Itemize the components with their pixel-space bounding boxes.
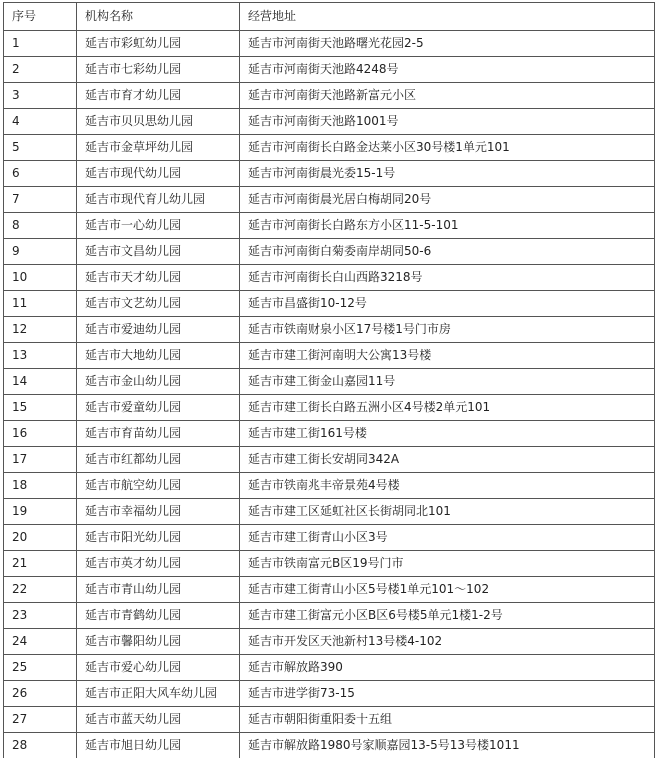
table-row	[4, 499, 655, 525]
cell-number: 23	[4, 603, 77, 629]
cell-number: 4	[4, 109, 77, 135]
cell-name: 延吉市爱童幼儿园	[77, 395, 240, 421]
cell-address: 延吉市建工街长白路五洲小区4号楼2单元101	[240, 395, 655, 421]
cell-number: 27	[4, 707, 77, 733]
table-row	[4, 681, 655, 707]
cell-address: 延吉市朝阳街重阳委十五组	[240, 707, 655, 733]
table-row	[4, 57, 655, 83]
cell-name: 延吉市阳光幼儿园	[77, 525, 240, 551]
cell-address: 延吉市河南街晨光委15-1号	[240, 161, 655, 187]
cell-address: 延吉市建工街富元小区B区6号楼5单元1楼1-2号	[240, 603, 655, 629]
table-row	[4, 577, 655, 603]
cell-number: 22	[4, 577, 77, 603]
cell-address: 延吉市建工街青山小区5号楼1单元101～102	[240, 577, 655, 603]
cell-number: 16	[4, 421, 77, 447]
cell-number: 5	[4, 135, 77, 161]
cell-name: 延吉市育才幼儿园	[77, 83, 240, 109]
cell-number: 13	[4, 343, 77, 369]
cell-number: 19	[4, 499, 77, 525]
cell-number: 11	[4, 291, 77, 317]
table-row	[4, 733, 655, 758]
cell-number: 7	[4, 187, 77, 213]
cell-number: 20	[4, 525, 77, 551]
cell-address: 延吉市河南街长白路东方小区11-5-101	[240, 213, 655, 239]
cell-address: 延吉市铁南财泉小区17号楼1号门市房	[240, 317, 655, 343]
table-row	[4, 525, 655, 551]
cell-number: 21	[4, 551, 77, 577]
cell-number: 8	[4, 213, 77, 239]
cell-address: 延吉市铁南兆丰帝景苑4号楼	[240, 473, 655, 499]
cell-name: 延吉市幸福幼儿园	[77, 499, 240, 525]
table-row	[4, 655, 655, 681]
table-row	[4, 343, 655, 369]
cell-number: 10	[4, 265, 77, 291]
cell-address: 延吉市建工区延虹社区长街胡同北101	[240, 499, 655, 525]
header-row	[4, 3, 655, 31]
cell-number: 17	[4, 447, 77, 473]
table-row	[4, 369, 655, 395]
cell-name: 延吉市金山幼儿园	[77, 369, 240, 395]
cell-address: 延吉市建工街金山嘉园11号	[240, 369, 655, 395]
cell-name: 延吉市现代幼儿园	[77, 161, 240, 187]
cell-name: 延吉市爱迪幼儿园	[77, 317, 240, 343]
cell-address: 延吉市建工街161号楼	[240, 421, 655, 447]
table-row	[4, 291, 655, 317]
cell-name: 延吉市天才幼儿园	[77, 265, 240, 291]
cell-number: 1	[4, 31, 77, 57]
table-row	[4, 31, 655, 57]
cell-name: 延吉市现代育儿幼儿园	[77, 187, 240, 213]
table-row	[4, 447, 655, 473]
cell-address: 延吉市河南街天池路4248号	[240, 57, 655, 83]
header-number: 序号	[4, 3, 77, 31]
table-row	[4, 109, 655, 135]
cell-name: 延吉市育苗幼儿园	[77, 421, 240, 447]
table-row	[4, 473, 655, 499]
cell-name: 延吉市金草坪幼儿园	[77, 135, 240, 161]
cell-number: 9	[4, 239, 77, 265]
cell-name: 延吉市爱心幼儿园	[77, 655, 240, 681]
cell-address: 延吉市解放路390	[240, 655, 655, 681]
cell-number: 12	[4, 317, 77, 343]
table-row	[4, 265, 655, 291]
cell-name: 延吉市英才幼儿园	[77, 551, 240, 577]
table-row	[4, 161, 655, 187]
cell-number: 14	[4, 369, 77, 395]
header-address: 经营地址	[240, 3, 655, 31]
cell-address: 延吉市建工街长安胡同342A	[240, 447, 655, 473]
kindergarten-table	[3, 2, 655, 758]
cell-number: 3	[4, 83, 77, 109]
cell-address: 延吉市河南街天池路新富元小区	[240, 83, 655, 109]
table-row	[4, 317, 655, 343]
cell-name: 延吉市彩虹幼儿园	[77, 31, 240, 57]
table-row	[4, 629, 655, 655]
table-row	[4, 135, 655, 161]
cell-number: 6	[4, 161, 77, 187]
cell-address: 延吉市进学街73-15	[240, 681, 655, 707]
cell-name: 延吉市青山幼儿园	[77, 577, 240, 603]
cell-name: 延吉市航空幼儿园	[77, 473, 240, 499]
table-row	[4, 213, 655, 239]
cell-number: 26	[4, 681, 77, 707]
cell-number: 2	[4, 57, 77, 83]
table-row	[4, 551, 655, 577]
cell-number: 24	[4, 629, 77, 655]
cell-number: 25	[4, 655, 77, 681]
cell-address: 延吉市开发区天池新村13号楼4-102	[240, 629, 655, 655]
cell-name: 延吉市红都幼儿园	[77, 447, 240, 473]
table-body	[4, 31, 655, 758]
table-row	[4, 395, 655, 421]
cell-name: 延吉市大地幼儿园	[77, 343, 240, 369]
cell-name: 延吉市正阳大风车幼儿园	[77, 681, 240, 707]
cell-name: 延吉市贝贝思幼儿园	[77, 109, 240, 135]
cell-address: 延吉市河南街晨光居白梅胡同20号	[240, 187, 655, 213]
cell-address: 延吉市河南街长白路金达莱小区30号楼1单元101	[240, 135, 655, 161]
cell-number: 18	[4, 473, 77, 499]
cell-name: 延吉市馨阳幼儿园	[77, 629, 240, 655]
cell-address: 延吉市铁南富元B区19号门市	[240, 551, 655, 577]
cell-name: 延吉市青鹤幼儿园	[77, 603, 240, 629]
cell-address: 延吉市河南街白菊委南岸胡同50-6	[240, 239, 655, 265]
cell-address: 延吉市河南街天池路1001号	[240, 109, 655, 135]
cell-address: 延吉市建工街河南明大公寓13号楼	[240, 343, 655, 369]
cell-number: 15	[4, 395, 77, 421]
cell-address: 延吉市河南街长白山西路3218号	[240, 265, 655, 291]
header-name: 机构名称	[77, 3, 240, 31]
cell-number: 28	[4, 733, 77, 758]
table-row	[4, 239, 655, 265]
table-row	[4, 187, 655, 213]
cell-address: 延吉市河南街天池路曙光花园2-5	[240, 31, 655, 57]
table-row	[4, 83, 655, 109]
table-row	[4, 421, 655, 447]
cell-name: 延吉市蓝天幼儿园	[77, 707, 240, 733]
cell-name: 延吉市旭日幼儿园	[77, 733, 240, 758]
cell-name: 延吉市文艺幼儿园	[77, 291, 240, 317]
cell-name: 延吉市七彩幼儿园	[77, 57, 240, 83]
cell-name: 延吉市一心幼儿园	[77, 213, 240, 239]
cell-name: 延吉市文昌幼儿园	[77, 239, 240, 265]
table-row	[4, 707, 655, 733]
cell-address: 延吉市解放路1980号家顺嘉园13-5号13号楼1011	[240, 733, 655, 758]
table-row	[4, 603, 655, 629]
cell-address: 延吉市建工街青山小区3号	[240, 525, 655, 551]
cell-address: 延吉市昌盛街10-12号	[240, 291, 655, 317]
